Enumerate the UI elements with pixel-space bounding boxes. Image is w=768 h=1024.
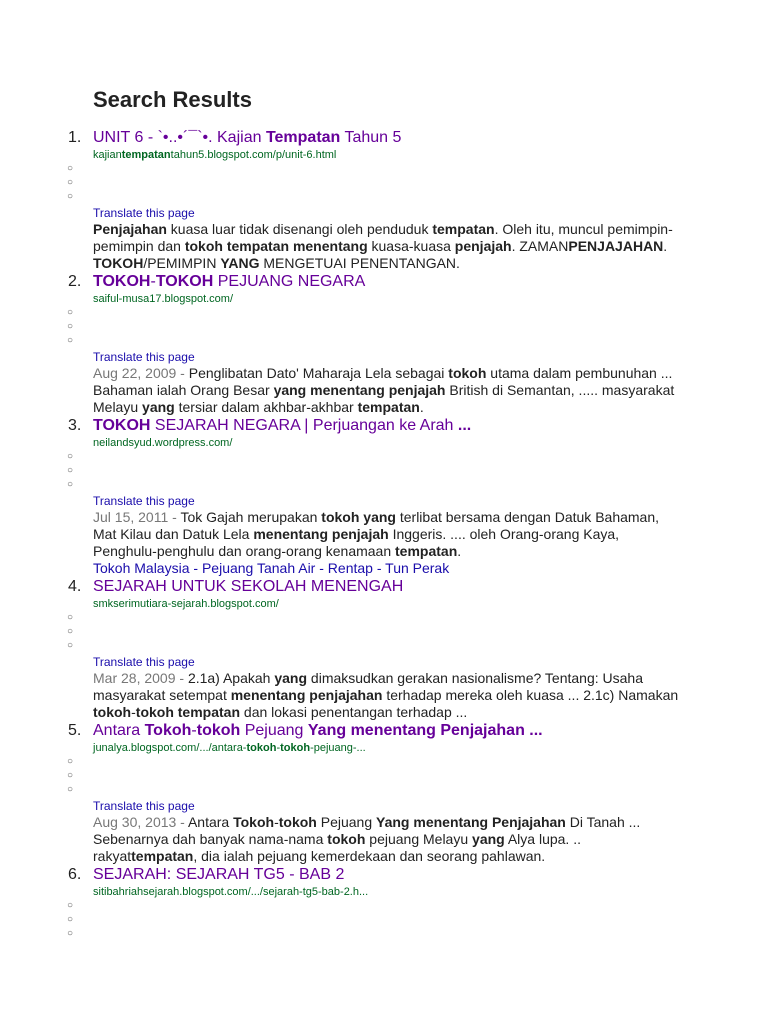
- result-snippet-part: tokoh: [278, 814, 317, 830]
- result-snippet-part: British di Semantan, ..... masyarakat Melayu: [93, 382, 675, 415]
- result-snippet-part: . ZAMAN: [511, 238, 569, 254]
- result-snippet-part: tempatan: [395, 543, 458, 559]
- bullet-circle-icon: ○: [67, 914, 74, 925]
- result-snippet-part: tempatan: [432, 221, 495, 237]
- bullet-circle-icon: ○: [67, 307, 74, 318]
- result-title-part: -: [191, 722, 197, 739]
- bullet-circle-icon: ○: [67, 770, 74, 781]
- result-title-part: SEJARAH: SEJARAH TG5 - BAB 2: [93, 866, 345, 883]
- result-snippet-part: menentang penjajah: [253, 526, 389, 542]
- result-title-link[interactable]: [93, 272, 683, 292]
- result-snippet-part: YANG: [220, 255, 260, 271]
- result-snippet-part: Tokoh: [233, 814, 275, 830]
- bullet-circle-icon: ○: [67, 321, 74, 332]
- bullet-circle-icon: ○: [67, 928, 74, 939]
- result-date: Mar 28, 2009 -: [93, 670, 188, 686]
- bullet-circle-icon: ○: [67, 177, 74, 188]
- result-title-part: UNIT 6 - `•..•´¯`•. Kajian: [93, 129, 266, 146]
- result-number: 4.: [68, 578, 82, 595]
- result-snippet-part: Yang menentang Penjajahan: [376, 814, 566, 830]
- result-url-part: tokoh: [246, 742, 277, 754]
- page-title: Search Results: [93, 87, 252, 112]
- result-snippet-part: Pejuang: [316, 814, 377, 830]
- result-snippet: [93, 814, 683, 865]
- bullet-circle-icon: ○: [67, 163, 74, 174]
- result-snippet-part: utama dalam pembunuhan ... Bahaman ialah Orang Besar: [93, 365, 673, 398]
- translate-link[interactable]: Translate this page: [93, 494, 195, 508]
- sitelink-separator: -: [189, 560, 202, 576]
- result-snippet-part: Alya lupa. .. rakyat: [93, 831, 581, 864]
- sitelink[interactable]: Pejuang Tanah Air: [201, 560, 316, 576]
- result-number: 3.: [68, 417, 82, 434]
- result-date: Aug 30, 2013 -: [93, 814, 188, 830]
- result-url-part: kajian: [93, 149, 122, 161]
- result-snippet-part: Di Tanah ... Sebenarnya dah banyak nama-nama: [93, 814, 641, 847]
- result-snippet-part: kuasa luar tidak disenangi oleh penduduk: [166, 221, 433, 237]
- result-date: Jul 15, 2011 -: [93, 509, 181, 525]
- result-snippet-part: /PEMIMPIN: [143, 255, 221, 271]
- result-action-bullets: [67, 306, 657, 348]
- result-title-part: Yang menentang Penjajahan ...: [307, 722, 543, 739]
- bullet-circle-icon: ○: [67, 451, 74, 462]
- result-title-part: Tahun 5: [340, 129, 402, 146]
- bullet-circle-icon: ○: [67, 900, 74, 911]
- result-url: [93, 148, 683, 162]
- result-snippet-part: tempatan: [131, 848, 194, 864]
- bullet-circle-icon: ○: [67, 784, 74, 795]
- result-snippet-part: tokoh tempatan: [135, 704, 241, 720]
- result-url: [93, 885, 683, 899]
- result-number: 5.: [68, 722, 82, 739]
- result-number: 1.: [68, 129, 82, 146]
- result-snippet-part: tokoh yang: [321, 509, 396, 525]
- result-item: [0, 865, 683, 941]
- result-sitelinks: [93, 560, 683, 577]
- result-title-part: TOKOH: [155, 273, 214, 290]
- bullet-circle-icon: ○: [67, 335, 74, 346]
- sitelink[interactable]: Rentap: [327, 560, 373, 576]
- result-snippet-part: tersiar dalam akhbar-akhbar: [174, 399, 358, 415]
- result-action-bullets: [67, 755, 657, 797]
- result-action-bullets: [67, 899, 657, 941]
- result-title-part: Tokoh: [144, 722, 192, 739]
- bullet-circle-icon: ○: [67, 479, 74, 490]
- result-snippet-part: yang menentang penjajah: [273, 382, 446, 398]
- result-snippet-part: 2.1a) Apakah: [187, 670, 275, 686]
- bullet-circle-icon: ○: [67, 626, 74, 637]
- translate-link[interactable]: Translate this page: [93, 350, 195, 364]
- result-snippet-part: .: [663, 238, 668, 254]
- result-title-part: Tempatan: [265, 129, 341, 146]
- result-title-part: PEJUANG NEGARA: [213, 273, 366, 290]
- sitelink-separator: -: [372, 560, 386, 576]
- result-title-part: Antara: [93, 722, 145, 739]
- result-snippet: [93, 509, 683, 560]
- result-snippet-part: Inggeris. .... oleh Orang-orang Kaya, Penghulu-penghulu dan orang-orang kenamaan: [93, 526, 620, 559]
- result-snippet-part: Tok Gajah merupakan: [180, 509, 322, 525]
- result-number: 6.: [68, 866, 82, 883]
- result-snippet-part: dan lokasi penentangan terhadap ...: [240, 704, 468, 720]
- result-snippet-part: kuasa-kuasa: [367, 238, 455, 254]
- result-title-link[interactable]: [93, 577, 683, 597]
- result-title-part: -: [150, 273, 156, 290]
- result-snippet-part: tokoh: [448, 365, 487, 381]
- result-title-link[interactable]: [93, 128, 683, 148]
- result-url-part: tokoh: [280, 742, 311, 754]
- result-title-part: SEJARAH NEGARA | Perjuangan ke Arah: [150, 417, 458, 434]
- result-url-part: saiful-musa17.blogspot.com/: [93, 293, 234, 305]
- result-snippet-part: pejuang Melayu: [365, 831, 473, 847]
- result-snippet-part: , dia ialah pejuang kemerdekaan dan seorang pahlawan.: [193, 848, 546, 864]
- result-url-part: sitibahriahsejarah.blogspot.com/.../sejarah-tg5-bab-2.h...: [93, 886, 369, 898]
- result-snippet-part: Antara: [187, 814, 234, 830]
- result-url-part: junalya.blogspot.com/.../antara-: [93, 742, 247, 754]
- translate-link[interactable]: Translate this page: [93, 799, 195, 813]
- bullet-circle-icon: ○: [67, 465, 74, 476]
- result-action-bullets: [67, 611, 657, 653]
- result-snippet-part: terlibat bersama dengan Datuk Bahaman, Mat Kilau dan Datuk Lela: [93, 509, 660, 542]
- result-snippet-part: yang: [142, 399, 175, 415]
- result-url-part: tempatan: [121, 149, 171, 161]
- sitelink-separator: -: [315, 560, 328, 576]
- result-snippet-part: tokoh tempatan menentang: [184, 238, 368, 254]
- result-item: [0, 128, 683, 272]
- result-snippet-part: dimaksudkan gerakan nasionalisme? Tentang: Usaha masyarakat setempat: [93, 670, 643, 703]
- result-snippet: [93, 670, 683, 721]
- result-item: [0, 721, 683, 865]
- result-title-part: ...: [457, 417, 472, 434]
- result-snippet-part: yang: [472, 831, 505, 847]
- result-date: Aug 22, 2009 -: [93, 365, 189, 381]
- result-title-part: SEJARAH UNTUK SEKOLAH MENENGAH: [93, 578, 404, 595]
- result-title-part: TOKOH: [93, 417, 151, 434]
- result-url-part: smkserimutiara-sejarah.blogspot.com/: [93, 598, 279, 610]
- bullet-circle-icon: ○: [67, 756, 74, 767]
- translate-link[interactable]: Translate this page: [93, 206, 195, 220]
- bullet-circle-icon: ○: [67, 191, 74, 202]
- result-url-part: -: [276, 742, 281, 754]
- result-item: [0, 416, 683, 577]
- bullet-circle-icon: ○: [67, 612, 74, 623]
- result-title-part: Pejuang: [240, 722, 308, 739]
- results-list: [0, 128, 768, 941]
- result-url: [93, 292, 683, 306]
- result-url-part: neilandsyud.wordpress.com/: [93, 437, 233, 449]
- result-url-part: -pejuang-...: [310, 742, 366, 754]
- result-url-part: tahun5.blogspot.com/p/unit-6.html: [170, 149, 337, 161]
- sitelink[interactable]: Tokoh Malaysia: [93, 560, 190, 576]
- result-snippet-part: penjajah: [454, 238, 512, 254]
- result-snippet-part: . Oleh itu, muncul pemimpin-pemimpin dan: [93, 221, 673, 254]
- result-snippet-part: terhadap mereka oleh kuasa ... 2.1c) Namakan: [382, 687, 679, 703]
- result-snippet-part: PENJAJAHAN: [568, 238, 664, 254]
- result-snippet-part: Penglibatan Dato' Maharaja Lela sebagai: [188, 365, 449, 381]
- result-url: [93, 597, 683, 611]
- result-url: [93, 436, 683, 450]
- result-snippet-part: yang: [274, 670, 308, 686]
- result-title-link[interactable]: [93, 721, 683, 741]
- result-snippet-part: .: [457, 543, 462, 559]
- result-title-part: TOKOH: [93, 273, 151, 290]
- result-snippet-part: tokoh: [327, 831, 366, 847]
- sitelink[interactable]: Tun Perak: [385, 560, 450, 576]
- result-snippet-part: tokoh: [93, 704, 132, 720]
- result-snippet: [93, 221, 683, 272]
- result-title-link[interactable]: [93, 865, 683, 885]
- result-snippet-part: .: [419, 399, 424, 415]
- result-snippet-part: tempatan: [357, 399, 420, 415]
- result-item: [0, 577, 683, 721]
- result-snippet-part: -: [274, 814, 279, 830]
- result-snippet-part: MENGETUAI PENENTANGAN.: [259, 255, 460, 271]
- result-action-bullets: [67, 450, 657, 492]
- result-snippet-part: -: [131, 704, 136, 720]
- result-url: [93, 741, 683, 755]
- result-title-link[interactable]: [93, 416, 683, 436]
- result-snippet-part: Penjajahan: [93, 221, 167, 237]
- result-number: 2.: [68, 273, 82, 290]
- result-snippet-part: TOKOH: [93, 255, 144, 271]
- result-snippet-part: menentang penjajahan: [230, 687, 383, 703]
- result-snippet: [93, 365, 683, 416]
- result-action-bullets: [67, 162, 657, 204]
- translate-link[interactable]: Translate this page: [93, 655, 195, 669]
- bullet-circle-icon: ○: [67, 640, 74, 651]
- result-item: [0, 272, 683, 416]
- result-title-part: tokoh: [196, 722, 241, 739]
